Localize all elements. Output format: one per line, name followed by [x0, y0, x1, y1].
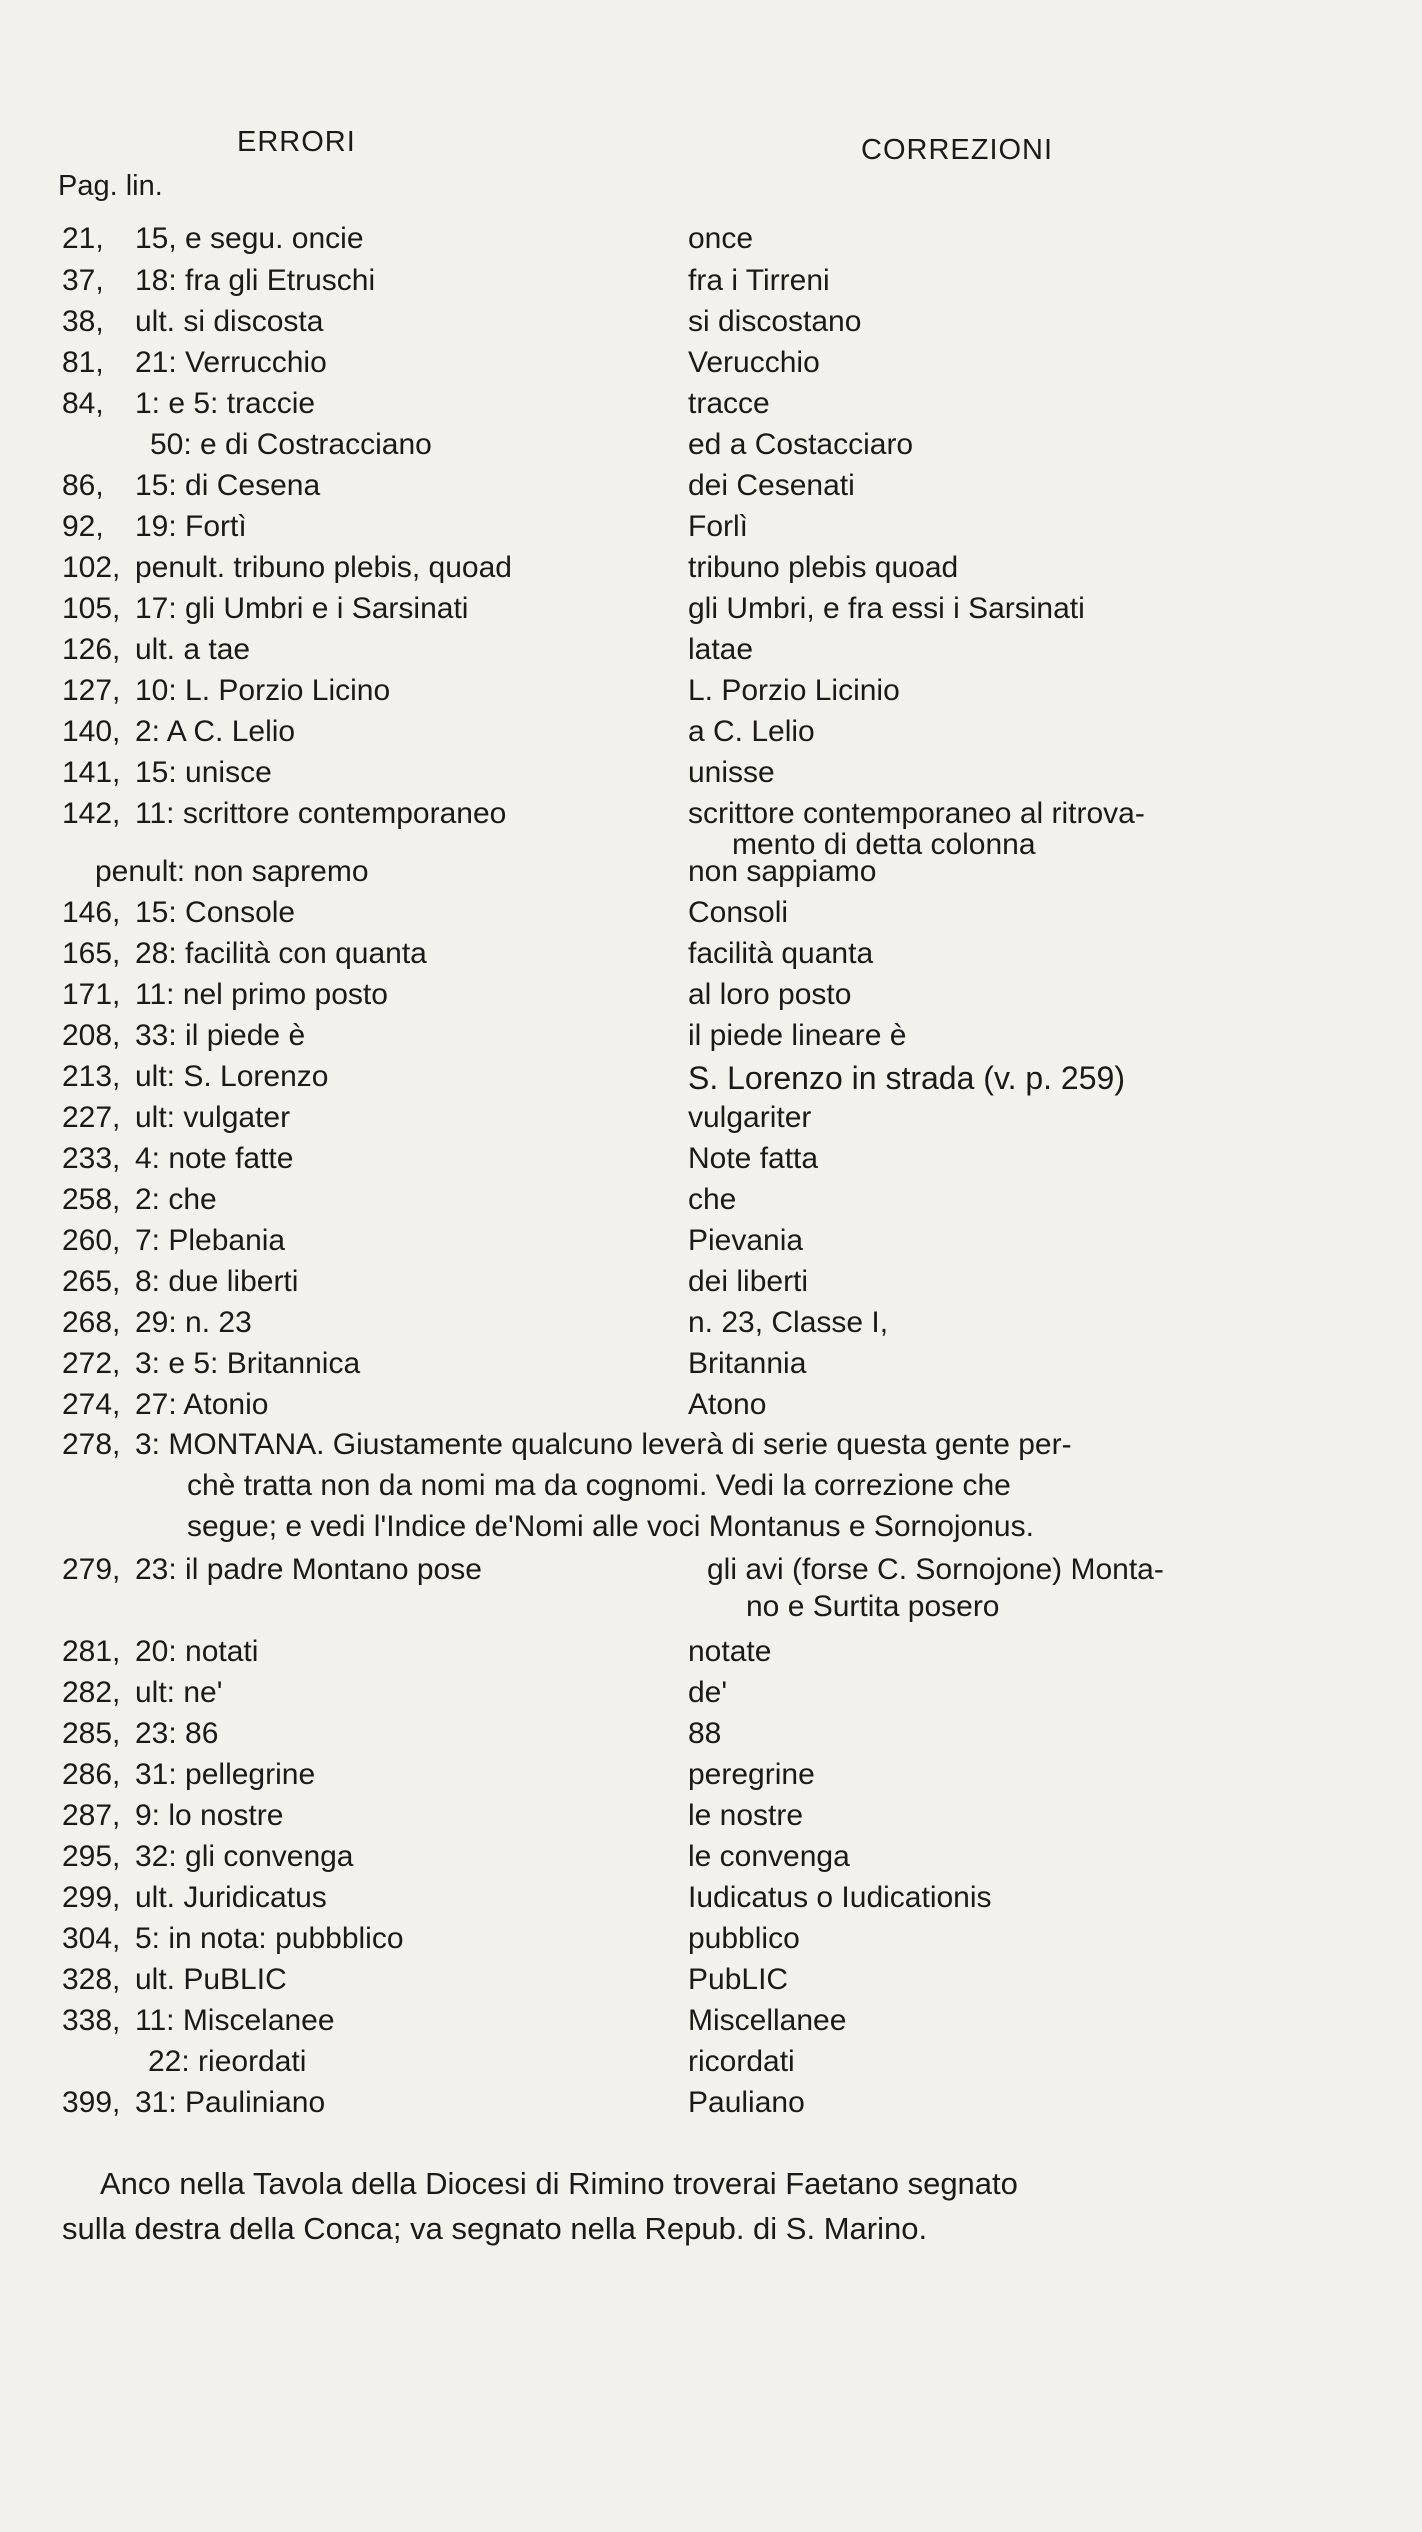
page-number: 21,	[62, 222, 104, 255]
table-row	[0, 1840, 1422, 1880]
page-number: 37,	[62, 264, 104, 297]
table-row-278	[0, 1428, 1422, 1468]
page-number: 165,	[62, 937, 121, 970]
note-278-line-2: chè tratta non da nomi ma da cognomi. Vedi la correzione che	[187, 1469, 1011, 1502]
table-row-279-cont	[0, 1590, 1422, 1630]
table-row	[0, 387, 1422, 427]
correction-text: Atono	[688, 1388, 767, 1421]
table-row	[0, 1101, 1422, 1141]
error-text: 23: il padre Montano pose	[135, 1553, 482, 1586]
table-row	[0, 1758, 1422, 1798]
correction-text: mento di detta colonna	[732, 828, 1036, 861]
page-number: 146,	[62, 896, 121, 929]
error-text: 33: il piede è	[135, 1019, 306, 1052]
page-number: 227,	[62, 1101, 121, 1134]
correction-text: che	[688, 1183, 737, 1216]
page-number: 142,	[62, 797, 121, 830]
error-text: ult. si discosta	[135, 305, 324, 338]
error-text: ult: ne'	[135, 1676, 223, 1709]
table-row	[0, 2045, 1422, 2085]
table-row	[0, 855, 1422, 895]
table-row	[0, 1306, 1422, 1346]
correction-text: non sappiamo	[688, 855, 877, 888]
error-text: 11: Miscelanee	[135, 2004, 335, 2037]
correction-text: le convenga	[688, 1840, 850, 1873]
correction-text: Miscellanee	[688, 2004, 847, 2037]
correction-text: gli Umbri, e fra essi i Sarsinati	[688, 592, 1085, 625]
correction-text: Verucchio	[688, 346, 820, 379]
table-row	[0, 1265, 1422, 1305]
page-number: 278,	[62, 1428, 121, 1461]
error-text: 4: note fatte	[135, 1142, 294, 1175]
table-row	[0, 756, 1422, 796]
page-number: 84,	[62, 387, 104, 420]
page-number: 304,	[62, 1922, 121, 1955]
table-row	[0, 816, 1422, 861]
error-text: 5: in nota: pubbblico	[135, 1922, 404, 1955]
correction-text: dei liberti	[688, 1265, 809, 1298]
error-text: ult. PuBLIC	[135, 1963, 287, 1996]
table-row	[0, 222, 1422, 262]
table-row	[0, 1881, 1422, 1921]
correction-text: pubblico	[688, 1922, 800, 1955]
error-text: 3: e 5: Britannica	[135, 1347, 361, 1380]
page-number: 81,	[62, 346, 104, 379]
page-number: 213,	[62, 1060, 121, 1093]
page-number: 268,	[62, 1306, 121, 1339]
correction-text: S. Lorenzo in strada (v. p. 259)	[688, 1060, 1125, 1096]
table-row	[0, 305, 1422, 345]
table-row	[0, 1676, 1422, 1716]
page-number: 92,	[62, 510, 104, 543]
table-row	[0, 469, 1422, 509]
page-number: 295,	[62, 1840, 121, 1873]
table-row	[0, 1963, 1422, 2003]
correction-text: al loro posto	[688, 978, 852, 1011]
error-text: 20: notati	[135, 1635, 259, 1668]
correction-text: il piede lineare è	[688, 1019, 907, 1052]
correction-text: once	[688, 222, 754, 255]
table-row	[0, 896, 1422, 936]
error-text: 15: di Cesena	[135, 469, 321, 502]
page-number: 399,	[62, 2086, 121, 2119]
table-row	[0, 674, 1422, 714]
correction-text: scrittore contemporaneo al ritrova-	[688, 797, 1145, 830]
table-row-278-cont	[0, 1469, 1422, 1509]
page-number: 141,	[62, 756, 121, 789]
correction-text: vulgariter	[688, 1101, 812, 1134]
table-row	[0, 978, 1422, 1018]
page-number: 140,	[62, 715, 121, 748]
correction-text: Pievania	[688, 1224, 804, 1257]
page-number: 287,	[62, 1799, 121, 1832]
correction-text: L. Porzio Licinio	[688, 674, 900, 707]
error-text: ult. a tae	[135, 633, 251, 666]
page-number: 274,	[62, 1388, 121, 1421]
error-text: 1: e 5: traccie	[135, 387, 316, 420]
table-row	[0, 1799, 1422, 1839]
error-text: 19: Fortì	[135, 510, 247, 543]
correction-text: Britannia	[688, 1347, 807, 1380]
table-row	[0, 1388, 1422, 1428]
table-row-279	[0, 1553, 1422, 1593]
error-text: ult: S. Lorenzo	[135, 1060, 329, 1093]
error-text: 9: lo nostre	[135, 1799, 284, 1832]
correction-text: facilità quanta	[688, 937, 874, 970]
footnote-line-2: sulla destra della Conca; va segnato nella Repub. di S. Marino.	[62, 2211, 928, 2246]
error-text: 10: L. Porzio Licino	[135, 674, 391, 707]
page-number: 105,	[62, 592, 121, 625]
error-text: 17: gli Umbri e i Sarsinati	[135, 592, 469, 625]
page-number: 328,	[62, 1963, 121, 1996]
correction-text: Iudicatus o Iudicationis	[688, 1881, 992, 1914]
correction-text: a C. Lelio	[688, 715, 815, 748]
error-text: 29: n. 23	[135, 1306, 252, 1339]
error-text: 15: unisce	[135, 756, 272, 789]
correction-text: n. 23, Classe I,	[688, 1306, 889, 1339]
table-row	[0, 1347, 1422, 1387]
page-number: 258,	[62, 1183, 121, 1216]
page-number: 286,	[62, 1758, 121, 1791]
table-row	[0, 1019, 1422, 1059]
table-row	[0, 2004, 1422, 2044]
error-text: 32: gli convenga	[135, 1840, 354, 1873]
correction-text: tracce	[688, 387, 770, 420]
page-number: 299,	[62, 1881, 121, 1914]
corrections-heading: CORREZIONI	[861, 134, 1054, 166]
table-row	[0, 346, 1422, 386]
table-row	[0, 1060, 1422, 1100]
error-text: 2: che	[135, 1183, 217, 1216]
error-text: penult: non sapremo	[95, 855, 369, 888]
error-text: 21: Verrucchio	[135, 346, 327, 379]
correction-text: Pauliano	[688, 2086, 805, 2119]
page-number: 279,	[62, 1553, 121, 1586]
table-row	[0, 715, 1422, 755]
error-text: 31: pellegrine	[135, 1758, 316, 1791]
table-row	[0, 1922, 1422, 1962]
table-row	[0, 1635, 1422, 1675]
table-row	[0, 592, 1422, 632]
page-number: 265,	[62, 1265, 121, 1298]
correction-text: dei Cesenati	[688, 469, 855, 502]
correction-text: si discostano	[688, 305, 862, 338]
page-number: 208,	[62, 1019, 121, 1052]
error-text: 18: fra gli Etruschi	[135, 264, 376, 297]
table-row	[0, 2086, 1422, 2126]
table-row	[0, 1142, 1422, 1182]
table-row	[0, 1717, 1422, 1757]
table-row	[0, 510, 1422, 550]
correction-text: ricordati	[688, 2045, 795, 2078]
correction-text: gli avi (forse C. Sornojone) Monta-	[707, 1553, 1164, 1586]
table-row	[0, 264, 1422, 304]
note-278-line-3: segue; e vedi l'Indice de'Nomi alle voci Montanus e Sornojonus.	[187, 1510, 1034, 1543]
correction-text: ed a Costacciaro	[688, 428, 914, 461]
page-number: 285,	[62, 1717, 121, 1750]
table-row	[0, 633, 1422, 673]
page-number: 272,	[62, 1347, 121, 1380]
correction-text: peregrine	[688, 1758, 815, 1791]
error-text: 2: A C. Lelio	[135, 715, 296, 748]
pag-lin-label: Pag. lin.	[58, 170, 163, 202]
correction-text: Note fatta	[688, 1142, 819, 1175]
correction-text: le nostre	[688, 1799, 804, 1832]
error-text: penult. tribuno plebis, quoad	[135, 551, 512, 584]
correction-text: Consoli	[688, 896, 789, 929]
correction-text: 88	[688, 1717, 722, 1750]
page-number: 38,	[62, 305, 104, 338]
error-text: 7: Plebania	[135, 1224, 286, 1257]
note-278-line-1: 3: MONTANA. Giustamente qualcuno leverà di serie questa gente per-	[135, 1428, 1072, 1461]
error-text: ult: vulgater	[135, 1101, 291, 1134]
correction-text: tribuno plebis quoad	[688, 551, 959, 584]
error-text: 15, e segu. oncie	[135, 222, 364, 255]
footnote-line-1: Anco nella Tavola della Diocesi di Rimino troverai Faetano segnato	[100, 2166, 1018, 2201]
page-number: 338,	[62, 2004, 121, 2037]
page-number: 126,	[62, 633, 121, 666]
correction-text: de'	[688, 1676, 728, 1709]
page-number: 102,	[62, 551, 121, 584]
correction-text-cont: no e Surtita posero	[746, 1590, 1000, 1623]
page-number: 260,	[62, 1224, 121, 1257]
page-number: 282,	[62, 1676, 121, 1709]
page-number: 281,	[62, 1635, 121, 1668]
error-text: 28: facilità con quanta	[135, 937, 427, 970]
table-row	[0, 428, 1422, 468]
page-number: 171,	[62, 978, 121, 1011]
table-row	[0, 1224, 1422, 1264]
correction-text: notate	[688, 1635, 772, 1668]
error-text: 23: 86	[135, 1717, 219, 1750]
table-row	[0, 937, 1422, 977]
table-row-278-cont	[0, 1510, 1422, 1550]
error-text: 15: Console	[135, 896, 296, 929]
correction-text: fra i Tirreni	[688, 264, 830, 297]
table-row	[0, 1183, 1422, 1223]
errors-heading: ERRORI	[237, 126, 356, 158]
correction-text: latae	[688, 633, 754, 666]
correction-text: Forlì	[688, 510, 748, 543]
error-text: 27: Atonio	[135, 1388, 269, 1421]
error-text: 22: rieordati	[148, 2045, 307, 2078]
page-number: 86,	[62, 469, 104, 502]
correction-text: unisse	[688, 756, 775, 789]
page-number: 127,	[62, 674, 121, 707]
error-text: 11: scrittore contemporaneo	[135, 797, 507, 830]
page-number: 233,	[62, 1142, 121, 1175]
error-text: ult. Juridicatus	[135, 1881, 327, 1914]
error-text: 11: nel primo posto	[135, 978, 388, 1011]
correction-text: PubLIC	[688, 1963, 789, 1996]
error-text: 50: e di Costracciano	[150, 428, 432, 461]
table-row	[0, 551, 1422, 591]
error-text: 8: due liberti	[135, 1265, 299, 1298]
error-text: 31: Pauliniano	[135, 2086, 326, 2119]
